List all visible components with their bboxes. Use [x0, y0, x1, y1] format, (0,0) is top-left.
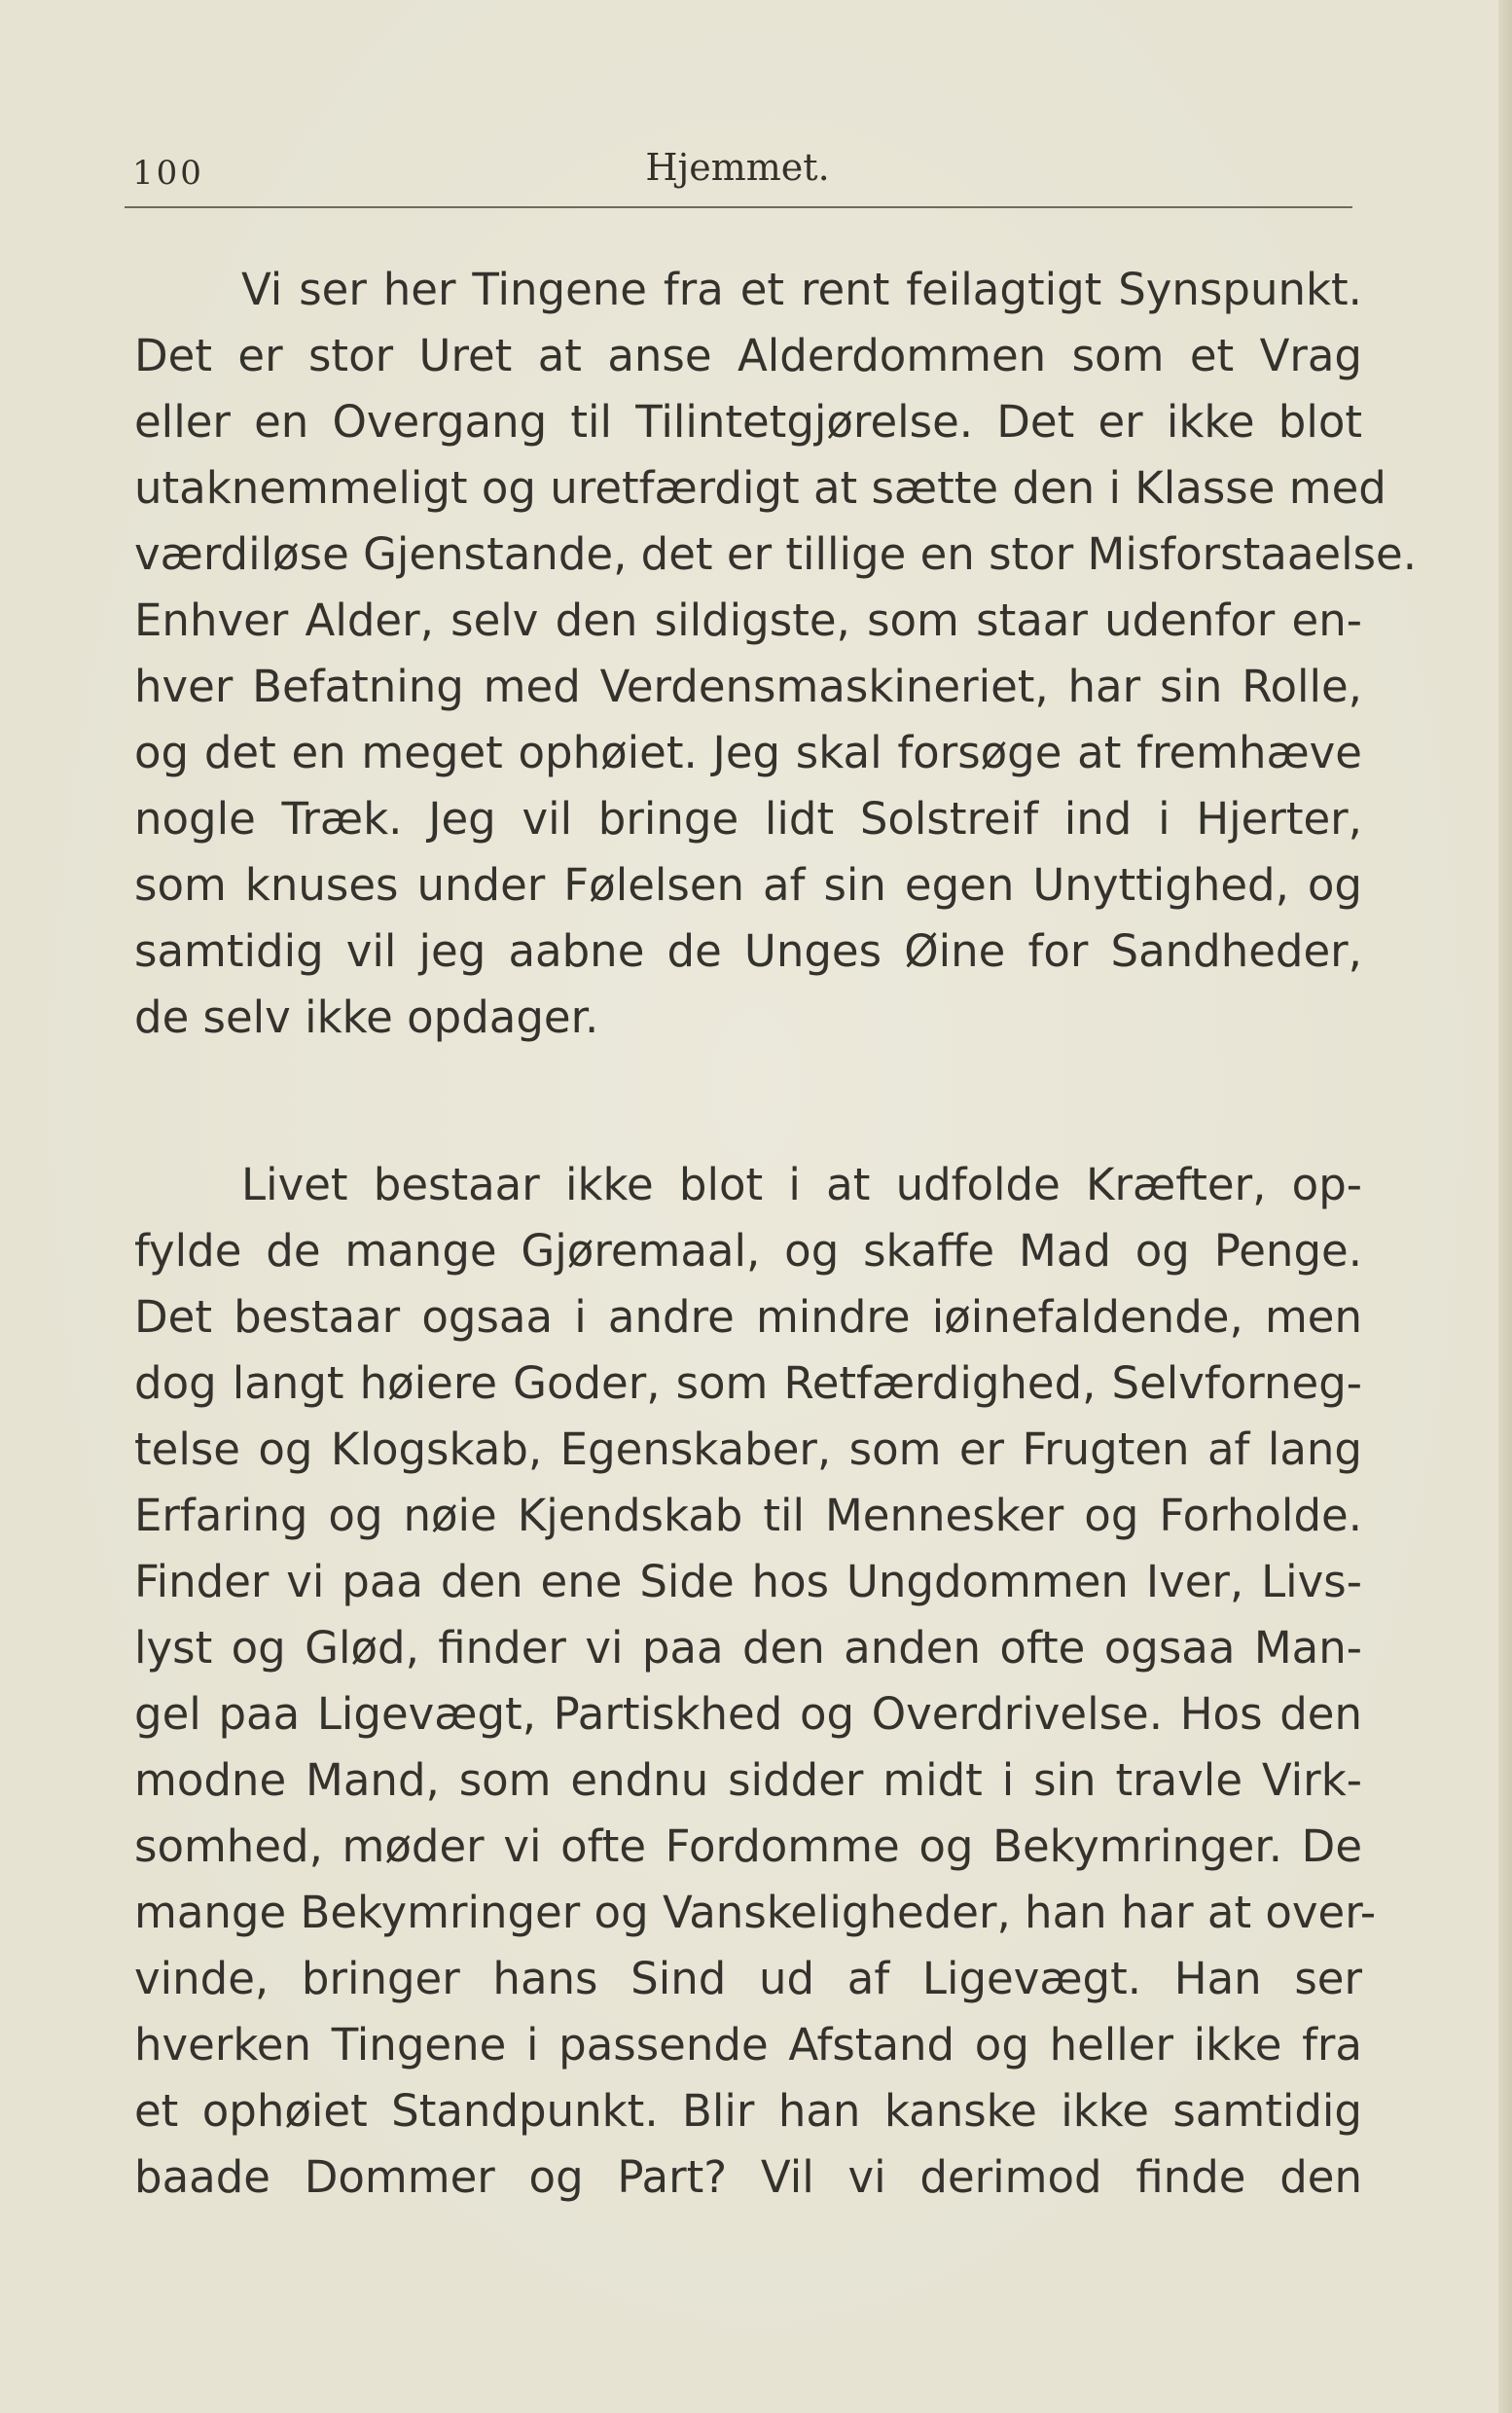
text-line: lyst og Glød, finder vi paa den anden ofte ogsaa Man-	[134, 1622, 1362, 1674]
text-line: Enhver Alder, selv den sildigste, som staar udenfor en-	[134, 594, 1362, 646]
text-line: baade Dommer og Part? Vil vi derimod finde den	[134, 2151, 1362, 2203]
text-line: gel paa Ligevægt, Partiskhed og Overdrivelse. Hos den	[134, 1688, 1362, 1740]
text-line: fylde de mange Gjøremaal, og skaffe Mad og Penge.	[134, 1225, 1362, 1277]
text-line: Det bestaar ogsaa i andre mindre iøinefaldende, men	[134, 1291, 1362, 1343]
paragraph	[134, 257, 1418, 1051]
text-line: utaknemmeligt og uretfærdigt at sætte den i Klasse med	[134, 462, 1386, 514]
text-line: eller en Overgang til Tilintetgjørelse. Det er ikke blot	[134, 396, 1362, 448]
text-line: de selv ikke opdager.	[134, 991, 599, 1043]
page-header	[125, 146, 1350, 195]
body-text	[134, 257, 1418, 2211]
text-line: hver Befatning med Verdensmaskineriet, har sin Rolle,	[134, 661, 1362, 712]
text-line: Livet bestaar ikke blot i at udfolde Kræfter, op-	[241, 1159, 1362, 1210]
text-line: mange Bekymringer og Vanskeligheder, han har at over-	[134, 1887, 1377, 1938]
paragraph-gap	[134, 1051, 1362, 1152]
header-rule	[125, 206, 1352, 208]
text-line: dog langt høiere Goder, som Retfærdighed, Selvforneg-	[134, 1357, 1362, 1409]
text-line: som knuses under Følelsen af sin egen Unyttighed, og	[134, 859, 1362, 911]
text-line: hverken Tingene i passende Afstand og heller ikke fra	[134, 2019, 1362, 2071]
text-line: samtidig vil jeg aabne de Unges Øine for Sandheder,	[134, 925, 1362, 977]
text-line: Finder vi paa den ene Side hos Ungdommen Iver, Livs-	[134, 1556, 1362, 1607]
text-line: værdiløse Gjenstande, det er tillige en stor Misforstaaelse.	[134, 528, 1418, 580]
text-line: modne Mand, som endnu sidder midt i sin travle Virk-	[134, 1754, 1362, 1806]
text-line: somhed, møder vi ofte Fordomme og Bekymringer. De	[134, 1820, 1362, 1872]
text-line: Vi ser her Tingene fra et rent feilagtigt Synspunkt.	[241, 264, 1362, 315]
text-line: vinde, bringer hans Sind ud af Ligevægt. Han ser	[134, 1953, 1362, 2004]
text-line: nogle Træk. Jeg vil bringe lidt Solstreif ind i Hjerter,	[134, 793, 1362, 845]
paragraph	[134, 1152, 1377, 2211]
text-line: Det er stor Uret at anse Alderdommen som et Vrag	[134, 330, 1362, 381]
text-line: et ophøiet Standpunkt. Blir han kanske ikke samtidig	[134, 2085, 1362, 2137]
page-number: 100	[132, 154, 204, 193]
running-title: Hjemmet.	[645, 146, 830, 189]
text-line: og det en meget ophøiet. Jeg skal forsøge at fremhæve	[134, 727, 1362, 778]
text-line: telse og Klogskab, Egenskaber, som er Frugten af lang	[134, 1423, 1362, 1475]
text-line: Erfaring og nøie Kjendskab til Mennesker og Forholde.	[134, 1490, 1362, 1541]
page-edge	[1498, 0, 1512, 2413]
